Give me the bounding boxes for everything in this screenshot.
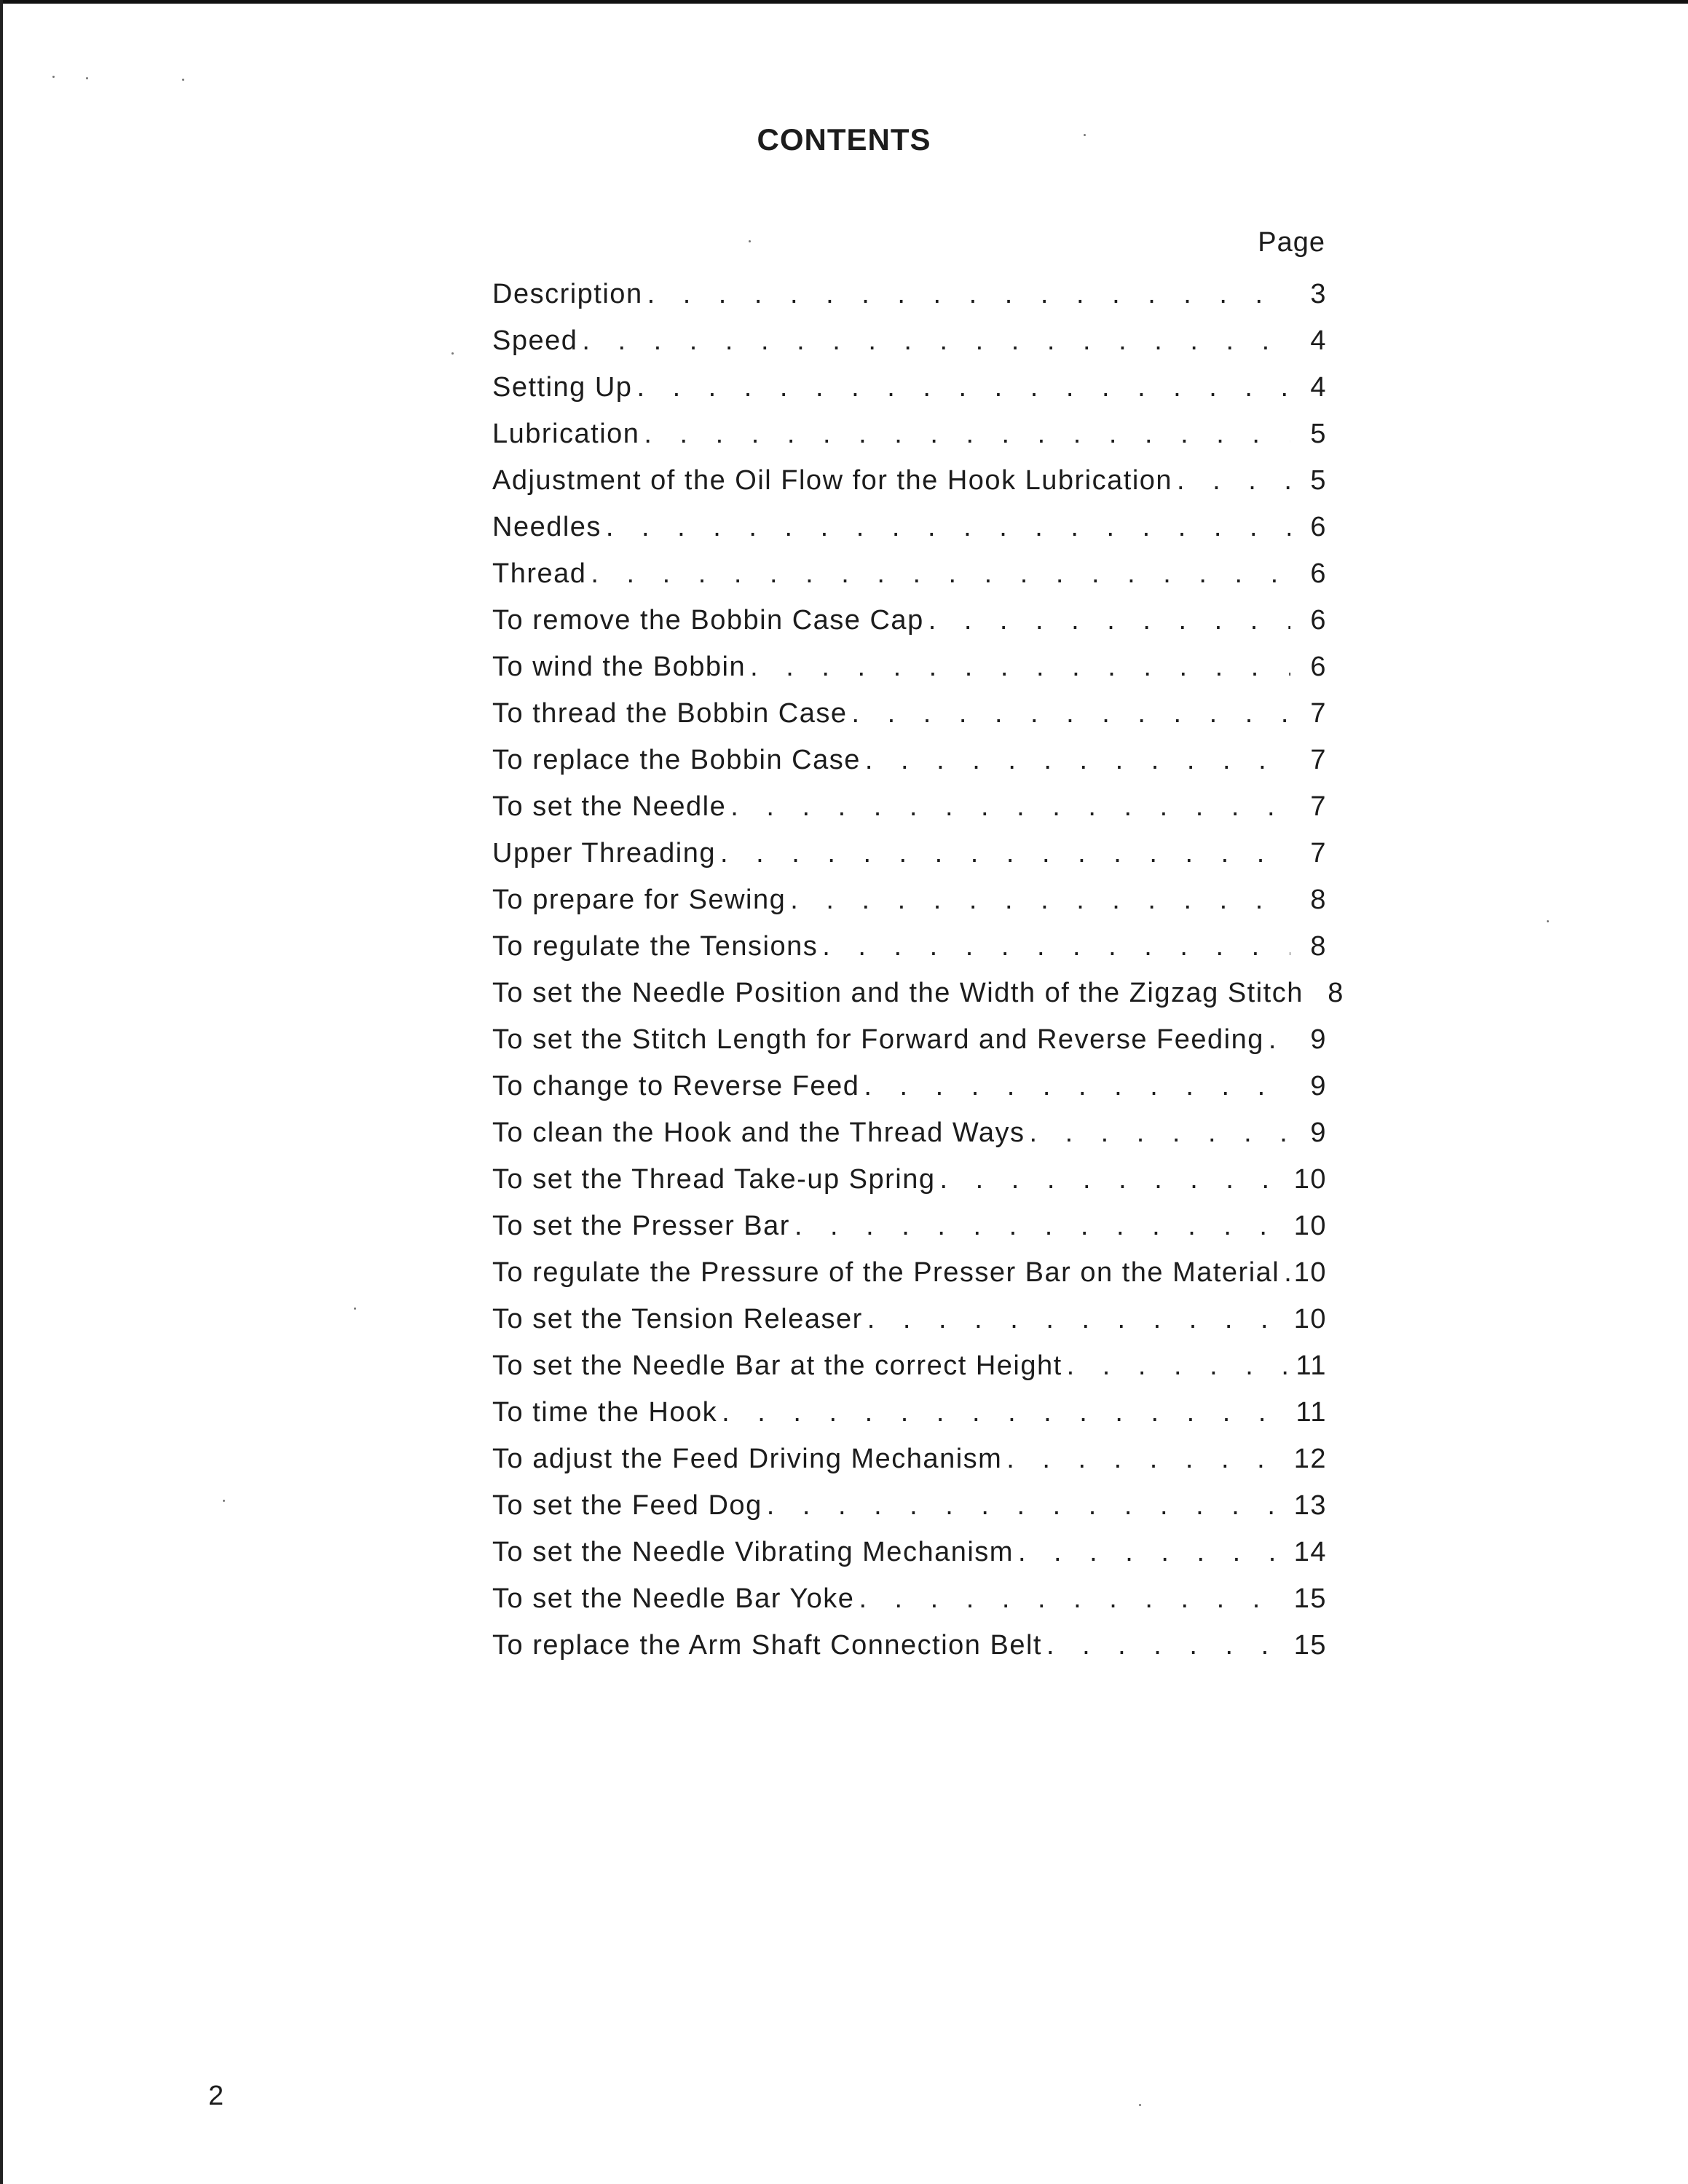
dot-leader (730, 783, 1290, 830)
dot-leader (722, 1389, 1290, 1436)
toc-entry-label: To prepare for Sewing (492, 885, 786, 915)
toc-entry (492, 1109, 1327, 1156)
toc-entry-label: To time the Hook (492, 1397, 718, 1428)
toc-entry-page: 14 (1293, 1537, 1327, 1567)
toc-entry-label: To set the Needle Bar at the correct Height (492, 1350, 1062, 1381)
toc-entry-page: 4 (1310, 325, 1327, 356)
dot-leader (606, 504, 1290, 550)
toc-entry-label: Needles (492, 512, 602, 542)
toc-entry (492, 1622, 1327, 1669)
toc-entry (492, 411, 1327, 457)
dot-leader (1029, 1109, 1290, 1156)
toc-entry-label: To set the Needle Vibrating Mechanism (492, 1537, 1014, 1567)
toc-entry-label: To set the Needle (492, 791, 727, 822)
dot-leader (864, 1063, 1290, 1109)
toc-entry (492, 1016, 1327, 1063)
toc-entry-label: Adjustment of the Oil Flow for the Hook Lubrication (492, 465, 1173, 496)
toc-entry-label: To wind the Bobbin (492, 652, 746, 682)
toc-entry-page: 6 (1310, 512, 1327, 542)
toc-entry-page: 4 (1310, 372, 1327, 403)
toc-entry (492, 877, 1327, 923)
dot-leader (591, 550, 1290, 597)
dot-leader (582, 317, 1290, 364)
toc-entry-page: 10 (1293, 1304, 1327, 1334)
dot-leader (636, 364, 1290, 411)
dot-leader (940, 1156, 1290, 1203)
dot-leader (822, 923, 1290, 970)
toc-entry-page: 6 (1310, 605, 1327, 636)
toc-entry-label: To set the Presser Bar (492, 1211, 790, 1241)
toc-entry-page: 3 (1310, 279, 1327, 309)
toc-entry-page: 15 (1293, 1630, 1327, 1661)
toc-entry-label: Description (492, 279, 643, 309)
dot-leader (1284, 1249, 1289, 1296)
toc-entry-page: 6 (1310, 652, 1327, 682)
toc-entry-label: Upper Threading (492, 838, 716, 869)
dot-leader (644, 411, 1290, 457)
dot-leader (1269, 1016, 1290, 1063)
toc-entry (492, 271, 1327, 317)
toc-entry (492, 1482, 1327, 1529)
scan-speck (749, 240, 751, 242)
toc-entry-page: 5 (1310, 465, 1327, 496)
toc-entry-page: 9 (1310, 1024, 1327, 1055)
toc-entry-page: 12 (1293, 1444, 1327, 1474)
dot-leader (720, 830, 1290, 877)
toc-entry-label: To clean the Hook and the Thread Ways (492, 1117, 1025, 1148)
toc-entry-label: To regulate the Tensions (492, 931, 819, 962)
toc-entry (492, 1203, 1327, 1249)
toc-entry-page: 8 (1310, 885, 1327, 915)
dot-leader (865, 737, 1290, 783)
toc-entry (492, 1296, 1327, 1342)
dot-leader (867, 1296, 1290, 1342)
toc-entry-page: 13 (1293, 1490, 1327, 1521)
toc-entry-label: Thread (492, 558, 587, 589)
scan-speck (182, 79, 184, 81)
scan-speck (451, 352, 454, 355)
toc-entry (492, 597, 1327, 644)
scan-speck (52, 76, 55, 78)
toc-entry (492, 1156, 1327, 1203)
toc-entry (492, 1436, 1327, 1482)
dot-leader (794, 1203, 1290, 1249)
toc-entry-label: Lubrication (492, 419, 640, 449)
toc-entry (492, 644, 1327, 690)
toc-entry (492, 550, 1327, 597)
toc-entry-page: 15 (1293, 1583, 1327, 1614)
toc-entry (492, 364, 1327, 411)
toc-entry (492, 970, 1344, 1016)
toc-entry-page: 8 (1310, 931, 1327, 962)
dot-leader (859, 1575, 1289, 1622)
scan-speck (223, 1500, 225, 1502)
toc-entry-label: To set the Feed Dog (492, 1490, 762, 1521)
toc-entry (492, 1389, 1327, 1436)
toc-entry-page: 7 (1310, 791, 1327, 822)
toc-entry (492, 690, 1327, 737)
toc-entry (492, 737, 1327, 783)
page-column-header: Page (1258, 227, 1325, 258)
toc-entry-page: 11 (1295, 1350, 1327, 1381)
dot-leader (928, 597, 1290, 644)
toc-entry-page: 10 (1293, 1257, 1327, 1288)
toc-entry (492, 317, 1327, 364)
toc-entry-label: To set the Thread Take-up Spring (492, 1164, 936, 1195)
toc-entry (492, 1575, 1327, 1622)
dot-leader (790, 877, 1290, 923)
toc-entry-label: To change to Reverse Feed (492, 1071, 860, 1101)
toc-entry-page: 9 (1310, 1071, 1327, 1101)
dot-leader (750, 644, 1290, 690)
dot-leader (1067, 1342, 1290, 1389)
dot-leader (767, 1482, 1290, 1529)
toc-entry (492, 1529, 1327, 1575)
dot-leader (851, 690, 1290, 737)
toc-entry-page: 10 (1293, 1211, 1327, 1241)
toc-entry-label: To remove the Bobbin Case Cap (492, 605, 924, 636)
toc-entry-label: To set the Needle Position and the Width of the Zigzag Stitch (492, 978, 1304, 1008)
dot-leader (1177, 457, 1290, 504)
dot-leader (1046, 1622, 1290, 1669)
table-of-contents (492, 271, 1344, 1669)
toc-entry-label: To set the Stitch Length for Forward and Reverse Feeding (492, 1024, 1264, 1055)
toc-entry-label: To set the Needle Bar Yoke (492, 1583, 855, 1614)
page-title: CONTENTS (757, 122, 931, 157)
page-number: 2 (208, 2081, 224, 2111)
scan-left-edge (0, 0, 3, 2184)
toc-entry-page: 11 (1295, 1397, 1327, 1428)
dot-leader (1006, 1436, 1289, 1482)
toc-entry-page: 7 (1310, 838, 1327, 869)
toc-entry (492, 1063, 1327, 1109)
dot-leader (647, 271, 1290, 317)
toc-entry (492, 923, 1327, 970)
toc-entry (492, 1342, 1327, 1389)
toc-entry-label: To regulate the Pressure of the Presser Bar on the Material (492, 1257, 1280, 1288)
toc-entry-label: To replace the Bobbin Case (492, 745, 861, 775)
toc-entry-page: 10 (1293, 1164, 1327, 1195)
toc-entry (492, 504, 1327, 550)
toc-entry (492, 457, 1327, 504)
toc-entry-label: To set the Tension Releaser (492, 1304, 863, 1334)
toc-entry (492, 830, 1327, 877)
toc-entry-label: Setting Up (492, 372, 633, 403)
scan-speck (1139, 2104, 1141, 2106)
toc-entry-label: To thread the Bobbin Case (492, 698, 848, 729)
toc-entry-page: 6 (1310, 558, 1327, 589)
toc-entry-page: 5 (1310, 419, 1327, 449)
dot-leader (1018, 1529, 1290, 1575)
toc-entry-label: To adjust the Feed Driving Mechanism (492, 1444, 1003, 1474)
toc-entry-page: 9 (1310, 1117, 1327, 1148)
scan-speck (86, 77, 88, 79)
toc-entry-page: 7 (1310, 745, 1327, 775)
scan-speck (354, 1307, 356, 1310)
toc-entry (492, 783, 1327, 830)
toc-entry-label: To replace the Arm Shaft Connection Belt (492, 1630, 1042, 1661)
toc-entry-label: Speed (492, 325, 578, 356)
toc-entry (492, 1249, 1327, 1296)
toc-entry-page: 7 (1310, 698, 1327, 729)
toc-entry-page: 8 (1328, 978, 1344, 1008)
scan-speck (1547, 920, 1549, 922)
scan-top-edge (0, 0, 1688, 4)
